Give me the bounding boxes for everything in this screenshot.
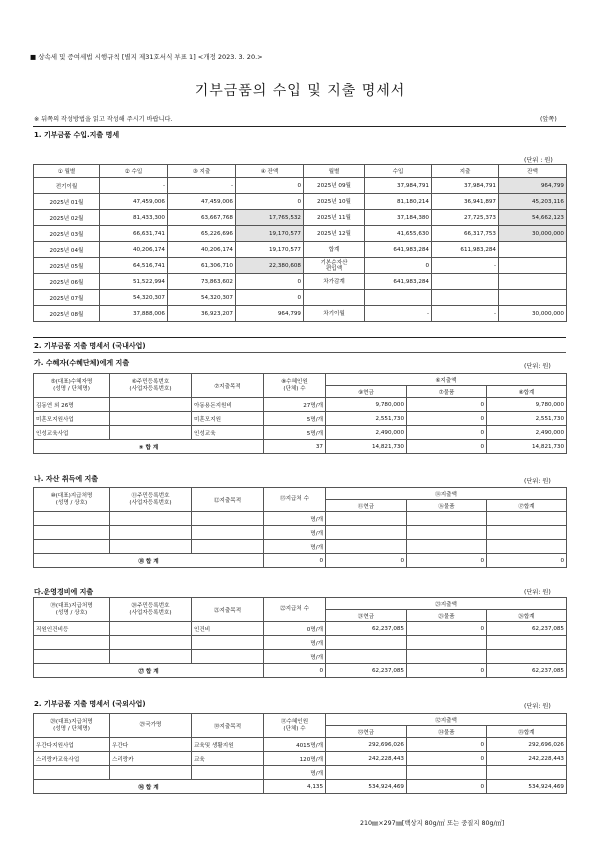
month-cell: 2025년 07월 [34, 290, 100, 306]
count-cell: 4015명/개 [264, 738, 326, 752]
month-cell: 2025년 11월 [304, 210, 365, 226]
month-cell: 2025년 05월 [34, 258, 100, 274]
table-header-row [34, 374, 567, 386]
count-total: 4,135 [264, 780, 326, 794]
total-cell [487, 526, 567, 540]
table-header-row [34, 488, 567, 500]
column-header: ㉘(대표)지급처명 (성명 / 단체명) [34, 714, 110, 738]
payee-cell [34, 526, 110, 540]
section1-unit: (단위 : 원) [524, 157, 553, 164]
expense-cell: 54,320,307 [168, 290, 236, 306]
balance-cell [499, 290, 567, 306]
sum-total: 534,924,469 [487, 780, 567, 794]
payee-cell: 인성교육사업 [34, 426, 110, 440]
column-header: ⑯물품 [407, 500, 487, 512]
table-row [34, 426, 567, 440]
expense-cell: - [432, 258, 499, 274]
income-cell: - [365, 306, 432, 322]
count-cell: 명/개 [264, 540, 326, 554]
balance-cell: 45,203,116 [499, 194, 567, 210]
income-cell: 37,888,006 [100, 306, 168, 322]
income-cell: 51,522,994 [100, 274, 168, 290]
month-cell: 합계 [304, 242, 365, 258]
expense-cell: 61,306,710 [168, 258, 236, 274]
page-side: (앞쪽) [540, 116, 557, 123]
count-cell: 5명/개 [264, 426, 326, 440]
column-header: ① 월별 [34, 165, 100, 178]
column-header: ⑨현금 [326, 386, 407, 398]
table-row [34, 274, 567, 290]
total-cell: 242,228,443 [487, 752, 567, 766]
table-row [34, 650, 567, 664]
column-header: ④ 잔액 [236, 165, 304, 178]
goods-total: 0 [407, 440, 487, 454]
expense-cell: 66,317,753 [432, 226, 499, 242]
income-cell: 81,180,214 [365, 194, 432, 210]
cash-cell: 292,696,026 [326, 738, 407, 752]
balance-cell [499, 274, 567, 290]
expense-cell: 36,923,207 [168, 306, 236, 322]
instruction-note: ※ 뒤쪽의 작성방법을 읽고 작성해 주시기 바랍니다. [34, 116, 173, 123]
purpose-cell: 아동용돈지원비 [192, 398, 264, 412]
table-row [34, 752, 567, 766]
column-header: ㉝현금 [326, 726, 407, 738]
payee-cell [34, 512, 110, 526]
count-cell: 명/개 [264, 650, 326, 664]
income-cell: 47,459,006 [100, 194, 168, 210]
total-row [34, 554, 567, 568]
table-row [34, 636, 567, 650]
expense-cell [432, 274, 499, 290]
total-row [34, 664, 567, 678]
total-cell: 62,237,085 [487, 622, 567, 636]
sub-c-table [33, 597, 567, 678]
month-cell: 2025년 12월 [304, 226, 365, 242]
payee-cell [34, 540, 110, 554]
paper-spec-footer: 210㎜×297㎜[백상지 80g/㎡ 또는 중질지 80g/㎡] [360, 820, 505, 827]
table-row [34, 242, 567, 258]
income-cell: 41,655,630 [365, 226, 432, 242]
goods-cell [407, 650, 487, 664]
table-row [34, 226, 567, 242]
payee-cell: 김동연 외 26명 [34, 398, 110, 412]
table-row [34, 258, 567, 274]
goods-cell: 0 [407, 426, 487, 440]
cash-cell [326, 636, 407, 650]
balance-cell: 0 [236, 290, 304, 306]
sum-total: 62,237,085 [487, 664, 567, 678]
column-header: ⑩(대표)지급처명 (성명 / 상호) [34, 488, 110, 512]
income-cell: 37,184,380 [365, 210, 432, 226]
sub-a-table [33, 373, 567, 454]
total-cell: 9,780,000 [487, 398, 567, 412]
income-cell: 641,983,284 [365, 242, 432, 258]
goods-total: 0 [407, 664, 487, 678]
column-header: ⑦지출목적 [192, 374, 264, 398]
column-header: ㉔현금 [326, 610, 407, 622]
expense-cell: 65,226,696 [168, 226, 236, 242]
column-header: ㉖합계 [487, 610, 567, 622]
cash-cell: 2,490,000 [326, 426, 407, 440]
overseas-table [33, 713, 567, 794]
balance-cell: 30,000,000 [499, 226, 567, 242]
table-row [34, 622, 567, 636]
sub-b-title: 나. 자산 취득에 지출 [34, 475, 99, 483]
goods-total: 0 [407, 780, 487, 794]
balance-cell [499, 258, 567, 274]
count-total: 37 [264, 440, 326, 454]
expense-cell: 27,725,373 [432, 210, 499, 226]
income-cell: 37,984,791 [365, 178, 432, 194]
purpose-cell: 교육 [192, 752, 264, 766]
total-label: ㊱ 합 계 [34, 780, 264, 794]
page-title: 기부금품의 수입 및 지출 명세서 [194, 83, 406, 99]
cash-cell: 9,780,000 [326, 398, 407, 412]
income-cell: 641,983,284 [365, 274, 432, 290]
payee-cell: 직원인건비등 [34, 622, 110, 636]
table-row [34, 306, 567, 322]
expense-cell: 63,667,768 [168, 210, 236, 226]
table-row [34, 194, 567, 210]
table-row [34, 526, 567, 540]
payee-cell: 미혼모지원사업 [34, 412, 110, 426]
expense-cell: 73,863,602 [168, 274, 236, 290]
id-number-cell [110, 650, 192, 664]
month-cell: 차기이월 [304, 306, 365, 322]
sub-c-unit: (단위: 원) [524, 589, 551, 596]
table-row [34, 766, 567, 780]
section2-title: 2. 기부금품 지출 명세서 (국내사업) [34, 342, 146, 350]
income-cell: 64,516,741 [100, 258, 168, 274]
balance-cell: 17,765,532 [236, 210, 304, 226]
column-header: ㉕물품 [407, 610, 487, 622]
goods-cell [407, 636, 487, 650]
table-row [34, 398, 567, 412]
column-header: ㉑지출목적 [192, 598, 264, 622]
count-cell: 명/개 [264, 512, 326, 526]
column-header: ⑮현금 [326, 500, 407, 512]
column-header: ⑥지출액 [326, 374, 567, 386]
balance-cell: 0 [236, 178, 304, 194]
expense-cell: - [168, 178, 236, 194]
purpose-cell [192, 636, 264, 650]
goods-cell [407, 540, 487, 554]
month-cell: 기본순자산 편입액 [304, 258, 365, 274]
total-label: ㉗ 합 계 [34, 664, 264, 678]
table-header-row [34, 165, 567, 178]
purpose-cell: 미혼모지원 [192, 412, 264, 426]
cash-cell [326, 766, 407, 780]
id-number-cell [110, 636, 192, 650]
table-row [34, 210, 567, 226]
column-header: ㉒지급처 수 [264, 598, 326, 622]
balance-cell: 22,380,608 [236, 258, 304, 274]
goods-cell: 0 [407, 622, 487, 636]
income-cell: 40,206,174 [100, 242, 168, 258]
sub-a-title: 가. 수혜자(수혜단체)에게 지출 [34, 359, 130, 367]
column-header: 수입 [365, 165, 432, 178]
count-cell: 명/개 [264, 526, 326, 540]
balance-cell: 0 [236, 274, 304, 290]
table-row [34, 512, 567, 526]
column-header: ⑰합계 [487, 500, 567, 512]
column-header: ㉙국가명 [110, 714, 192, 738]
sub-b-table [33, 487, 567, 568]
id-number-cell [110, 398, 192, 412]
purpose-cell: 교육및 생활지원 [192, 738, 264, 752]
table-row [34, 290, 567, 306]
goods-total: 0 [407, 554, 487, 568]
cash-total: 62,237,085 [326, 664, 407, 678]
column-header: ㉛수혜인원 (단체) 수 [264, 714, 326, 738]
purpose-cell [192, 766, 264, 780]
id-number-cell [110, 512, 192, 526]
column-header: ⑧합계 [487, 386, 567, 398]
month-cell: 전기이월 [34, 178, 100, 194]
payee-cell [34, 636, 110, 650]
sub-c-title: 다.운영경비에 지출 [34, 588, 94, 596]
id-number-cell: 스리랑카 [110, 752, 192, 766]
purpose-cell [192, 650, 264, 664]
payee-cell [34, 650, 110, 664]
column-header: ⑤(대표)수혜자명 (성명 / 단체명) [34, 374, 110, 398]
total-cell: 2,490,000 [487, 426, 567, 440]
total-cell [487, 766, 567, 780]
count-cell: 명/개 [264, 636, 326, 650]
total-row [34, 440, 567, 454]
section3-title: 2. 기부금품 지출 명세서 (국외사업) [34, 700, 146, 708]
expense-cell: 47,459,006 [168, 194, 236, 210]
income-expense-table [33, 164, 567, 322]
column-header: ③ 지출 [168, 165, 236, 178]
goods-cell [407, 526, 487, 540]
expense-cell [432, 290, 499, 306]
total-cell [487, 650, 567, 664]
balance-cell: 19,170,577 [236, 226, 304, 242]
goods-cell [407, 512, 487, 526]
balance-cell: 0 [236, 194, 304, 210]
income-cell: 54,320,307 [100, 290, 168, 306]
month-cell: 2025년 01월 [34, 194, 100, 210]
cash-cell [326, 540, 407, 554]
balance-cell: 30,000,000 [499, 306, 567, 322]
total-cell: 2,551,730 [487, 412, 567, 426]
cash-cell [326, 512, 407, 526]
goods-cell [407, 766, 487, 780]
section3-unit: (단위: 원) [524, 703, 551, 710]
purpose-cell [192, 540, 264, 554]
table-row [34, 412, 567, 426]
purpose-cell [192, 526, 264, 540]
balance-cell: 54,662,123 [499, 210, 567, 226]
cash-cell: 242,228,443 [326, 752, 407, 766]
column-header: 잔액 [499, 165, 567, 178]
cash-total: 14,821,730 [326, 440, 407, 454]
column-header: ㉚지출목적 [192, 714, 264, 738]
purpose-cell: 인건비 [192, 622, 264, 636]
table-row [34, 738, 567, 752]
sub-a-unit: (단위: 원) [524, 363, 551, 370]
id-number-cell [110, 426, 192, 440]
column-header: ⑪주민등록번호 (사업자등록번호) [110, 488, 192, 512]
column-header: ⑭지출액 [326, 488, 567, 500]
id-number-cell [110, 526, 192, 540]
total-cell: 292,696,026 [487, 738, 567, 752]
total-row [34, 780, 567, 794]
column-header: 월별 [304, 165, 365, 178]
goods-cell: 0 [407, 752, 487, 766]
count-cell: 27명/개 [264, 398, 326, 412]
count-cell: 0명/개 [264, 622, 326, 636]
column-header: ⑧수혜인원 (단체) 수 [264, 374, 326, 398]
id-number-cell [110, 540, 192, 554]
table-header-row [34, 714, 567, 726]
balance-cell: 19,170,577 [236, 242, 304, 258]
column-header: ② 수입 [100, 165, 168, 178]
column-header: ⑬지급처 수 [264, 488, 326, 512]
expense-cell: 40,206,174 [168, 242, 236, 258]
count-cell: 명/개 [264, 766, 326, 780]
income-cell: - [100, 178, 168, 194]
id-number-cell [110, 766, 192, 780]
month-cell: 2025년 08월 [34, 306, 100, 322]
goods-cell: 0 [407, 412, 487, 426]
month-cell: 2025년 09월 [304, 178, 365, 194]
id-number-cell: 우간다 [110, 738, 192, 752]
total-label: ⑱ 합 계 [34, 554, 264, 568]
goods-cell: 0 [407, 398, 487, 412]
column-header: ⑲(대표)지급처명 (성명 / 상호) [34, 598, 110, 622]
payee-cell: 우간다지원사업 [34, 738, 110, 752]
column-header: ㉟합계 [487, 726, 567, 738]
expense-cell: - [432, 306, 499, 322]
purpose-cell: 인성교육 [192, 426, 264, 440]
expense-cell: 36,941,897 [432, 194, 499, 210]
payee-cell [34, 766, 110, 780]
count-total: 0 [264, 554, 326, 568]
total-cell [487, 512, 567, 526]
table-row [34, 178, 567, 194]
month-cell: 2025년 04월 [34, 242, 100, 258]
month-cell: 2025년 03월 [34, 226, 100, 242]
month-cell: 차가감계 [304, 274, 365, 290]
payee-cell: 스리랑카교육사업 [34, 752, 110, 766]
column-header: ⑫지출목적 [192, 488, 264, 512]
income-cell: 66,631,741 [100, 226, 168, 242]
table-header-row [34, 598, 567, 610]
income-cell: 0 [365, 258, 432, 274]
sum-total: 14,821,730 [487, 440, 567, 454]
sub-b-unit: (단위: 원) [524, 478, 551, 485]
balance-cell [499, 242, 567, 258]
total-label: ⑨ 합 계 [34, 440, 264, 454]
month-cell: 2025년 06월 [34, 274, 100, 290]
month-cell [304, 290, 365, 306]
cash-cell [326, 650, 407, 664]
column-header: ⑳주민등록번호 (사업자등록번호) [110, 598, 192, 622]
total-cell [487, 540, 567, 554]
column-header: 지출 [432, 165, 499, 178]
column-header: ㉞물품 [407, 726, 487, 738]
month-cell: 2025년 02월 [34, 210, 100, 226]
balance-cell: 964,799 [236, 306, 304, 322]
column-header: ⑦물품 [407, 386, 487, 398]
goods-cell: 0 [407, 738, 487, 752]
purpose-cell [192, 512, 264, 526]
income-cell: 81,433,300 [100, 210, 168, 226]
total-cell [487, 636, 567, 650]
balance-cell: 964,799 [499, 178, 567, 194]
column-header: ㉓지출액 [326, 598, 567, 610]
count-cell: 5명/개 [264, 412, 326, 426]
cash-total: 534,924,469 [326, 780, 407, 794]
expense-cell: 611,983,284 [432, 242, 499, 258]
count-total: 0 [264, 664, 326, 678]
section1-title: 1. 기부금품 수입.지출 명세 [34, 131, 120, 139]
expense-cell: 37,984,791 [432, 178, 499, 194]
id-number-cell [110, 412, 192, 426]
cash-cell: 2,551,730 [326, 412, 407, 426]
income-cell [365, 290, 432, 306]
count-cell: 120명/개 [264, 752, 326, 766]
cash-cell: 62,237,085 [326, 622, 407, 636]
table-row [34, 540, 567, 554]
column-header: ⑥주민등록번호 (사업자등록번호) [110, 374, 192, 398]
month-cell: 2025년 10월 [304, 194, 365, 210]
sum-total: 0 [487, 554, 567, 568]
column-header: ㉜지출액 [326, 714, 567, 726]
regulation-line: ■ 상속세 및 증여세법 시행규칙 [별지 제31호서식 부표 1] <개정 2023. 3. 20.> [30, 53, 263, 61]
id-number-cell [110, 622, 192, 636]
cash-total: 0 [326, 554, 407, 568]
cash-cell [326, 526, 407, 540]
